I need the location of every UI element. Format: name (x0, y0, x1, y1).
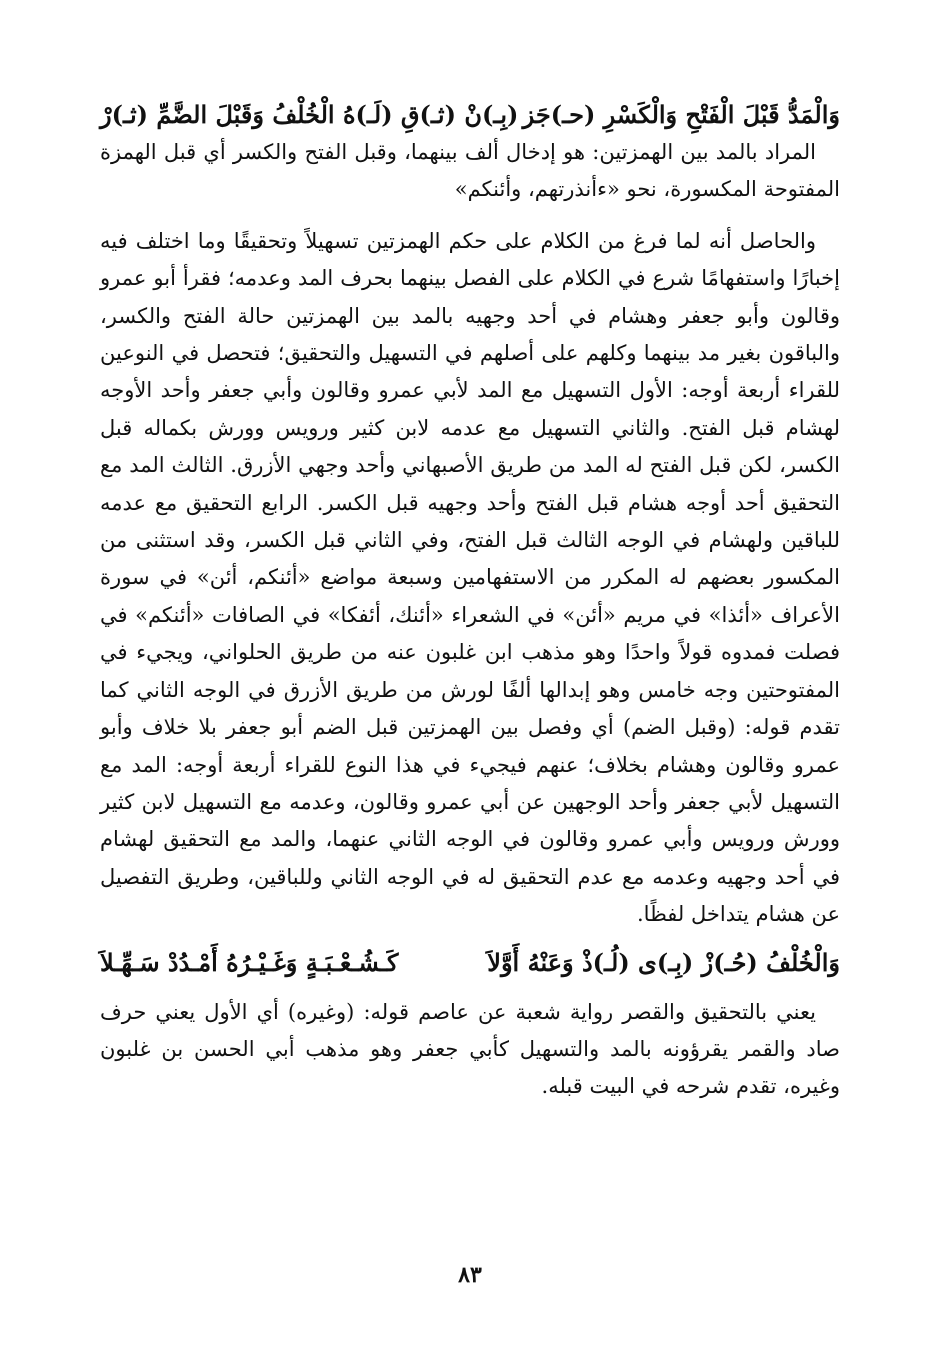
verse-2-right-hemistich: وَالْخُلْفُ (حُـ)زْ (بِـ)ى (لُـ)ذْ وَعَنْهُ أَوَّلاَ (487, 947, 840, 977)
paragraph-1: المراد بالمد بين الهمزتين: هو إدخال ألف بينهما، وقبل الفتح والكسر أي قبل الهمزة المفتوحة المكسورة، نحو «ءأنذرتهم، وأئنكم» (100, 140, 840, 202)
verse-line-1 (100, 98, 840, 132)
page-number: ٨٣ (458, 1262, 482, 1288)
paragraph-2: والحاصل أنه لما فرغ من الكلام على حكم الهمزتين تسهيلاً وتحقيقًا وما اختلف فيه إخبارًا واستفهامًا شرع في الكلام على الفصل بينهما بحرف المد وعدمه؛ فقرأ أبو عمرو وقالون وأبو جعفر وهشام في أحد وجهيه بالمد بين الهمزتين حالة الفتح والكسر، والباقون بغير مد بينهما وكلهم على أصلهم في التسهيل والتحقيق؛ فتحصل في النوعين للقراء أربعة أوجه: الأول التسهيل مع المد لأبي عمرو وقالون وأبي جعفر وأحد الأوجه لهشام قبل الفتح. والثاني التسهيل مع عدمه لابن كثير ورويس وورش بكماله قبل الكسر، لكن قبل الفتح له المد من طريق الأصبهاني وأحد وجهي الأزرق. الثالث المد مع التحقيق أحد أوجه هشام قبل الفتح وأحد وجهيه قبل الكسر. الرابع التحقيق مع عدمه للباقين ولهشام في الوجه الثالث قبل الفتح، وفي الثاني قبل الكسر، وقد استثنى من المكسور بعضهم له المكرر من الاستفهامين وسبعة مواضع «أئنكم، أئن» في سورة الأعراف «أئذا» في مريم «أئن» في الشعراء «أئنك، أئفكا» في الصافات «أئنكم» في فصلت فمدوه قولاً واحدًا وهو مذهب ابن غلبون عنه من طريق الحلواني، ويجيء في المفتوحتين وجه خامس وهو إبدالها ألفًا لورش من طريق الأزرق في الوجه الثاني كما تقدم قوله: (وقبل الضم) أي وفصل بين الهمزتين قبل الضم أبو جعفر بلا خلاف وأبو عمرو وقالون وهشام بخلاف؛ عنهم فيجيء في هذا النوع للقراء أربعة أوجه: المد مع التسهيل لأبي جعفر وأحد الوجهين عن أبي عمرو وقالون، وعدمه مع التسهيل لابن كثير وورش ورويس وأبي عمرو وقالون في الوجه الثاني عنهما، والمد مع التحقيق لهشام في أحد وجهيه وعدمه مع عدم التحقيق له في الوجه الثاني وللباقين، وطريق التفصيل عن هشام يتداخل لفظًا. (100, 228, 841, 927)
verse-1-right-hemistich: وَالْمَدُّ قَبْلَ الْفَتْحِ وَالْكَسْرِ (حـ)جَز (522, 100, 840, 129)
verse-line-2 (100, 946, 840, 980)
paragraph-3: يعني بالتحقيق والقصر رواية شعبة عن عاصم قوله: (وغيره) أي الأول يعني حرف صاد والقمر يقرؤونه بالمد والتسهيل كأبي جعفر وهو مذهب أبي الحسن بن غلبون وغيره، تقدم شرحه في البيت قبله. (100, 999, 840, 1099)
verse-2-left-hemistich: كَـشُـعْـبَـةٍ وَغَـيْـرُهُ أَمْـدُدْ سَـهِّـلاَ (100, 947, 399, 977)
page-body (100, 90, 840, 1106)
verse-1-left-hemistich: (بِـ)نْ (ثـ)قِ (لَـ)هُ الْخُلْفُ وَقَبْلَ الضَّمِّ (ثـ)رْ (100, 100, 519, 129)
